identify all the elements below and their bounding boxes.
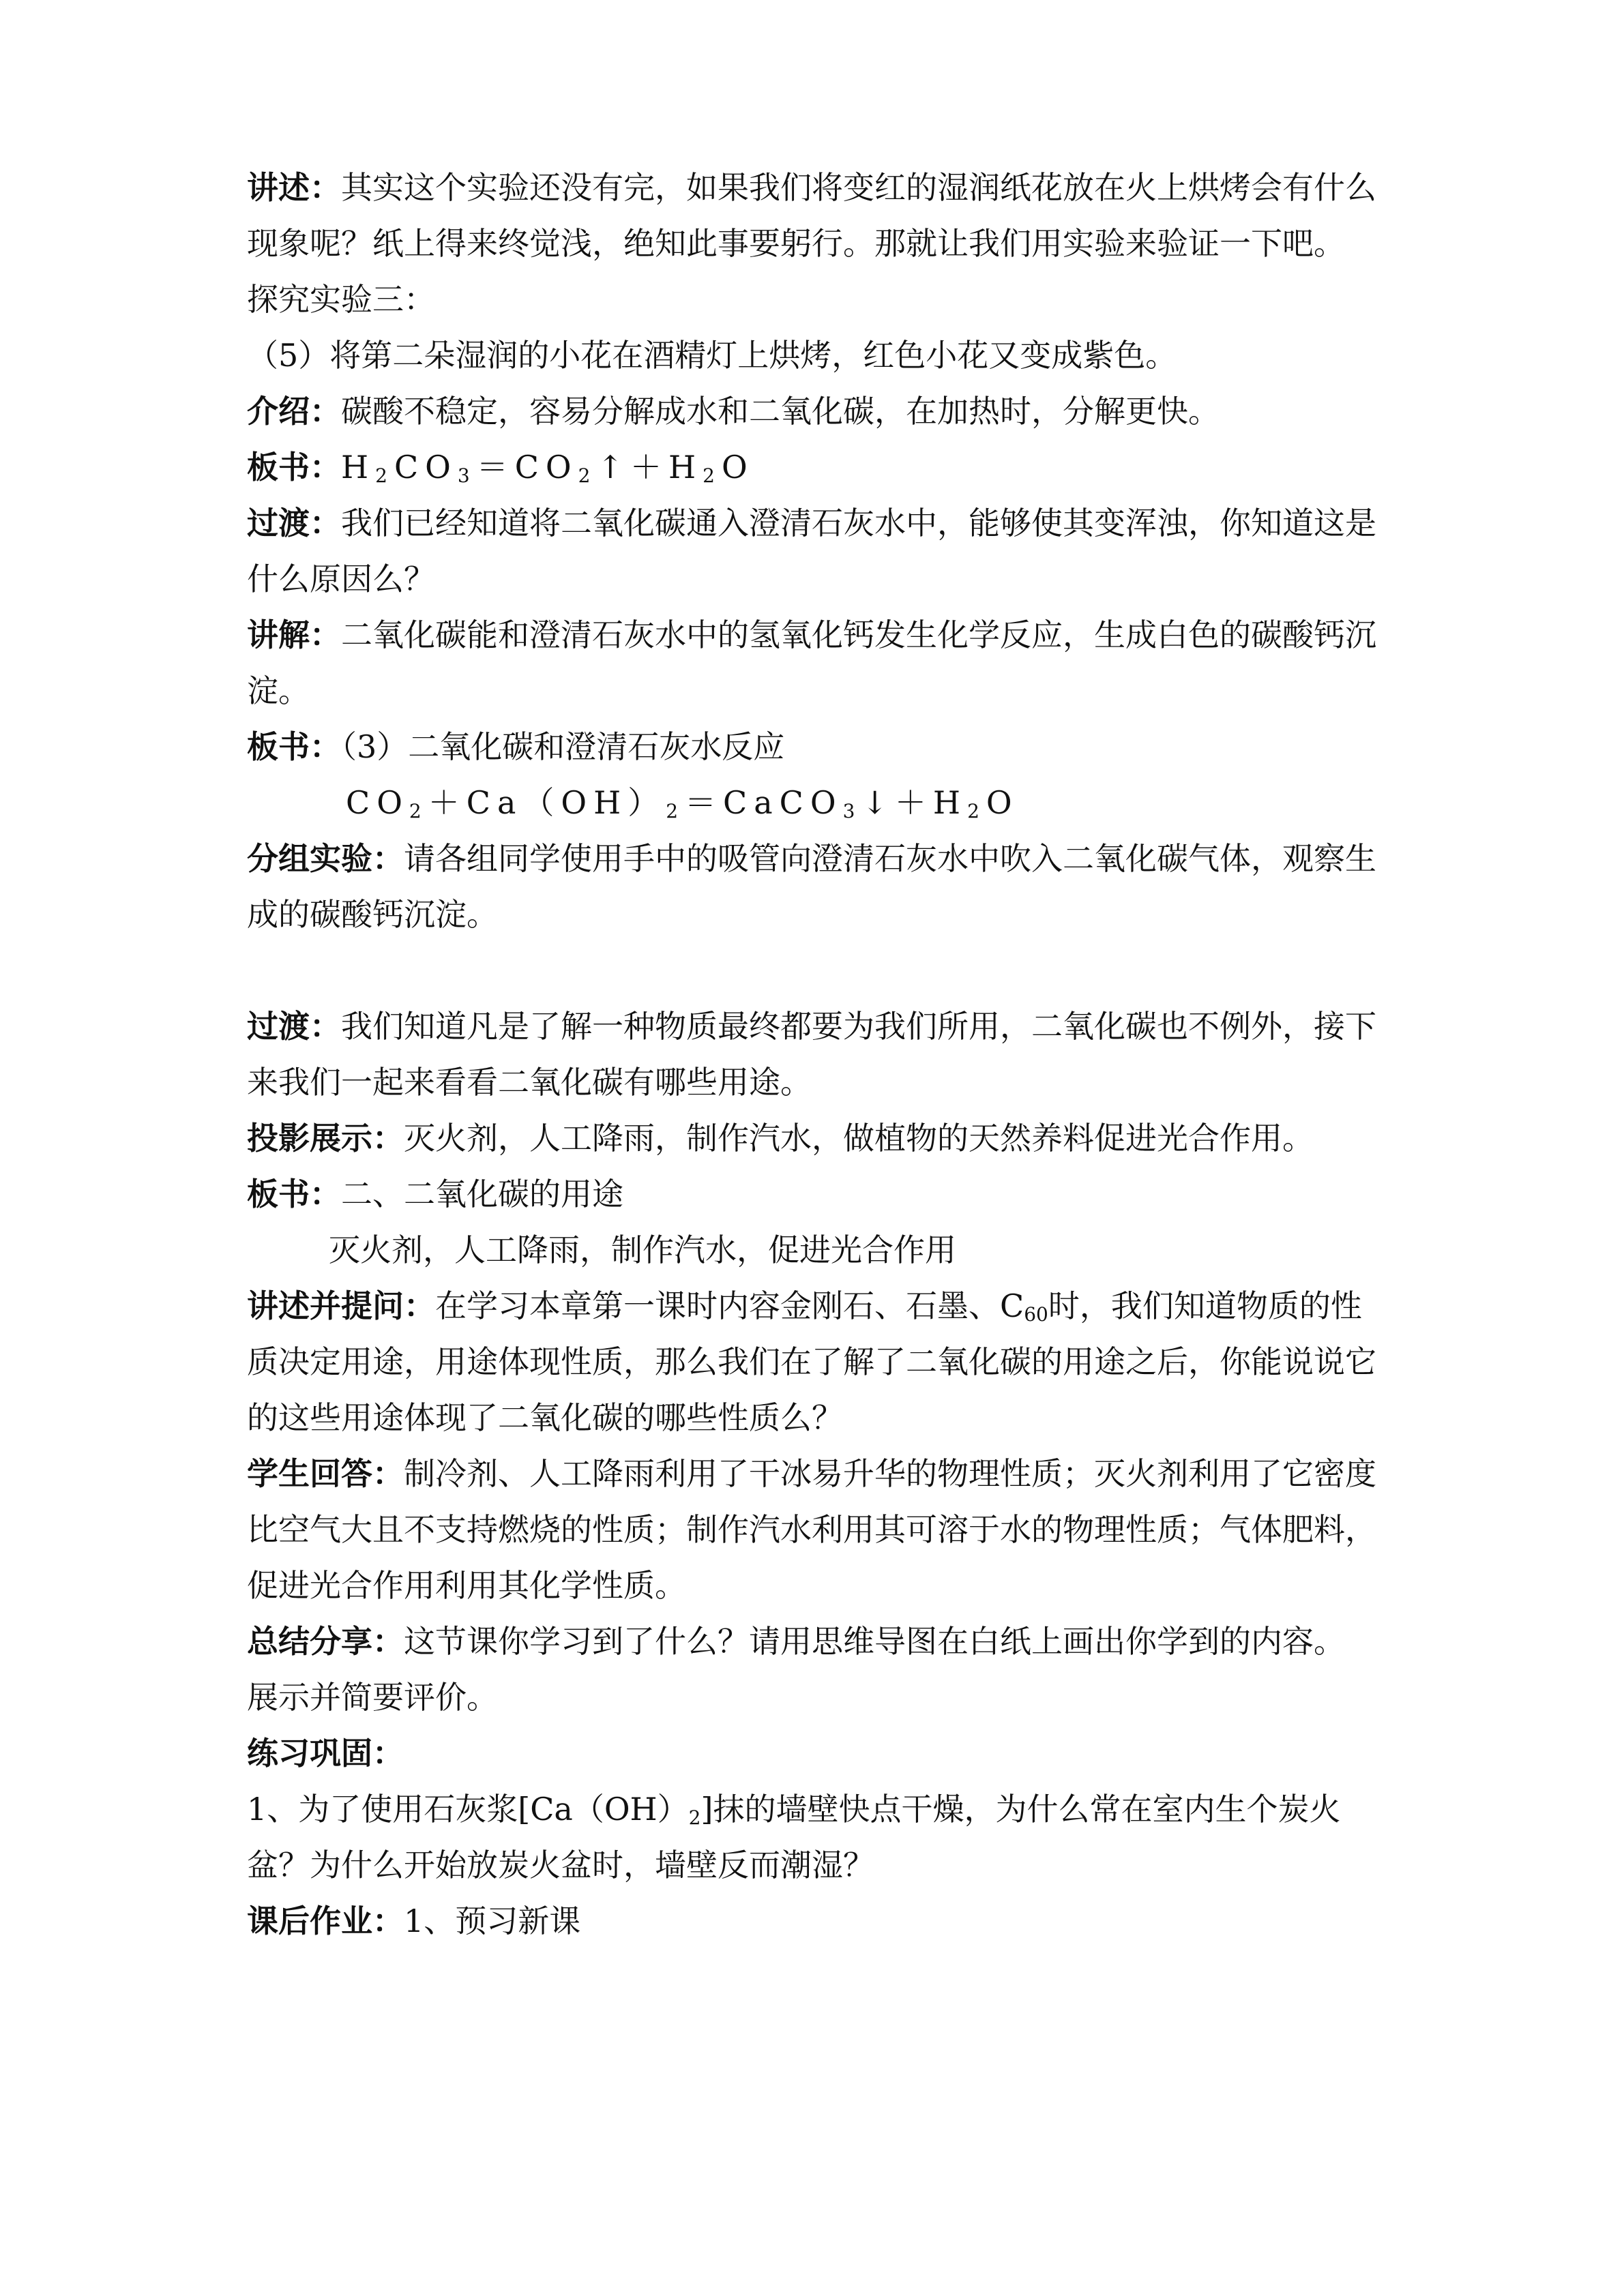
- label-introduction: 介绍：: [247, 393, 341, 430]
- narration-text: 其实这个实验还没有完，如果我们将变红的湿润纸花放在火上烘烤会有什么现象呢？纸上得来终觉浅，绝知此事要躬行。那就让我们用实验来验证一下吧。: [247, 169, 1376, 262]
- paragraph-experiment-three: 探究实验三：: [247, 281, 435, 318]
- paragraph-board-equation-2: [247, 775, 1379, 831]
- label-transition: 过渡：: [247, 1008, 341, 1045]
- group-experiment-text: 请各组同学使用手中的吸管向澄清石灰水中吹入二氧化碳气体，观察生成的碳酸钙沉淀。: [247, 840, 1376, 933]
- paragraph-board-heading-3: [247, 719, 1379, 775]
- equation-carbonic-acid-decomposition: $H_2CO_3=CO_2↑+H_2O$: [341, 449, 754, 487]
- label-group-experiment: 分组实验：: [247, 840, 404, 877]
- student-answer-text: 制冷剂、人工降雨利用了干冰易升华的物理性质；灭火剂利用了它密度比空气大且不支持燃烧的性质；制作汽水利用其可溶于水的物理性质；气体肥料，促进光合作用利用其化学性质。: [247, 1455, 1376, 1604]
- paragraph-summary: [247, 1613, 1379, 1669]
- paragraph-step-5: （5）将第二朵湿润的小花在酒精灯上烘烤，红色小花又变成紫色。: [247, 337, 1177, 374]
- paragraph-narration-question: 讲述并提问：在学习本章第一课时内容金刚石、石墨、$C_{60}$时，我们知道物质的性质决定用途，用途体现性质，那么我们在了解了二氧化碳的用途之后，你能说说它的这些用途体现了二氧化碳的哪些性质么？: [247, 1287, 1376, 1436]
- paragraph-explanation: [247, 607, 1379, 719]
- summary-text: 这节课你学习到了什么？请用思维导图在白纸上画出你学到的内容。: [404, 1623, 1345, 1660]
- label-board: 板书：: [247, 1176, 341, 1212]
- board-text: 二、二氧化碳的用途: [341, 1176, 623, 1212]
- projection-text: 灭火剂，人工降雨，制作汽水，做植物的天然养料促进光合作用。: [404, 1120, 1314, 1157]
- label-homework: 课后作业：: [247, 1903, 404, 1939]
- paragraph-evaluation: 展示并简要评价。: [247, 1679, 498, 1716]
- label-transition: 过渡：: [247, 505, 341, 541]
- paragraph-practice-heading: 练习巩固：: [247, 1735, 404, 1772]
- paragraph-student-answer: [247, 1446, 1379, 1613]
- transition-text: 我们已经知道将二氧化碳通入澄清石灰水中，能够使其变浑浊，你知道这是什么原因么？: [247, 505, 1376, 597]
- document-page: [247, 160, 1379, 1949]
- homework-text: 1、预习新课: [404, 1903, 581, 1939]
- board-text: （3）二氧化碳和澄清石灰水反应: [341, 728, 785, 765]
- paragraph-uses-list: 灭火剂，人工降雨，制作汽水，促进光合作用: [329, 1232, 956, 1268]
- paragraph-narration-1: [247, 160, 1379, 271]
- paragraph-homework: [247, 1893, 1379, 1949]
- introduction-text: 碳酸不稳定，容易分解成水和二氧化碳，在加热时，分解更快。: [341, 393, 1220, 430]
- equation-limewater-reaction: $CO_2+Ca(OH)_2=CaCO_3↓+H_2O$: [346, 784, 1019, 822]
- paragraph-practice-question-1: 1、为了使用石灰浆$[Ca(OH)_2]$抹的墙壁快点干燥，为什么常在室内生个炭火盆？为什么开始放炭火盆时，墙壁反而潮湿？: [247, 1791, 1341, 1883]
- label-explanation: 讲解：: [247, 616, 341, 653]
- label-board: 板书：: [247, 449, 341, 486]
- transition-text: 我们知道凡是了解一种物质最终都要为我们所用，二氧化碳也不例外，接下来我们一起来看看二氧化碳有哪些用途。: [247, 1008, 1376, 1101]
- paragraph-transition-2: [247, 998, 1379, 1110]
- paragraph-board-uses: [247, 1166, 1379, 1222]
- label-projection: 投影展示：: [247, 1120, 404, 1157]
- label-board: 板书：: [247, 728, 341, 765]
- label-narration: 讲述：: [247, 169, 341, 206]
- paragraph-introduction: [247, 383, 1379, 439]
- label-narration-question: 讲述并提问：: [247, 1287, 435, 1324]
- paragraph-projection: [247, 1110, 1379, 1166]
- paragraph-transition-1: [247, 495, 1379, 607]
- explanation-text: 二氧化碳能和澄清石灰水中的氢氧化钙发生化学反应，生成白色的碳酸钙沉淀。: [247, 616, 1376, 709]
- paragraph-group-experiment: [247, 831, 1379, 942]
- label-summary: 总结分享：: [247, 1623, 404, 1660]
- blank-line: [247, 942, 1379, 998]
- label-student-answer: 学生回答：: [247, 1455, 404, 1492]
- paragraph-board-equation-1: [247, 439, 1379, 495]
